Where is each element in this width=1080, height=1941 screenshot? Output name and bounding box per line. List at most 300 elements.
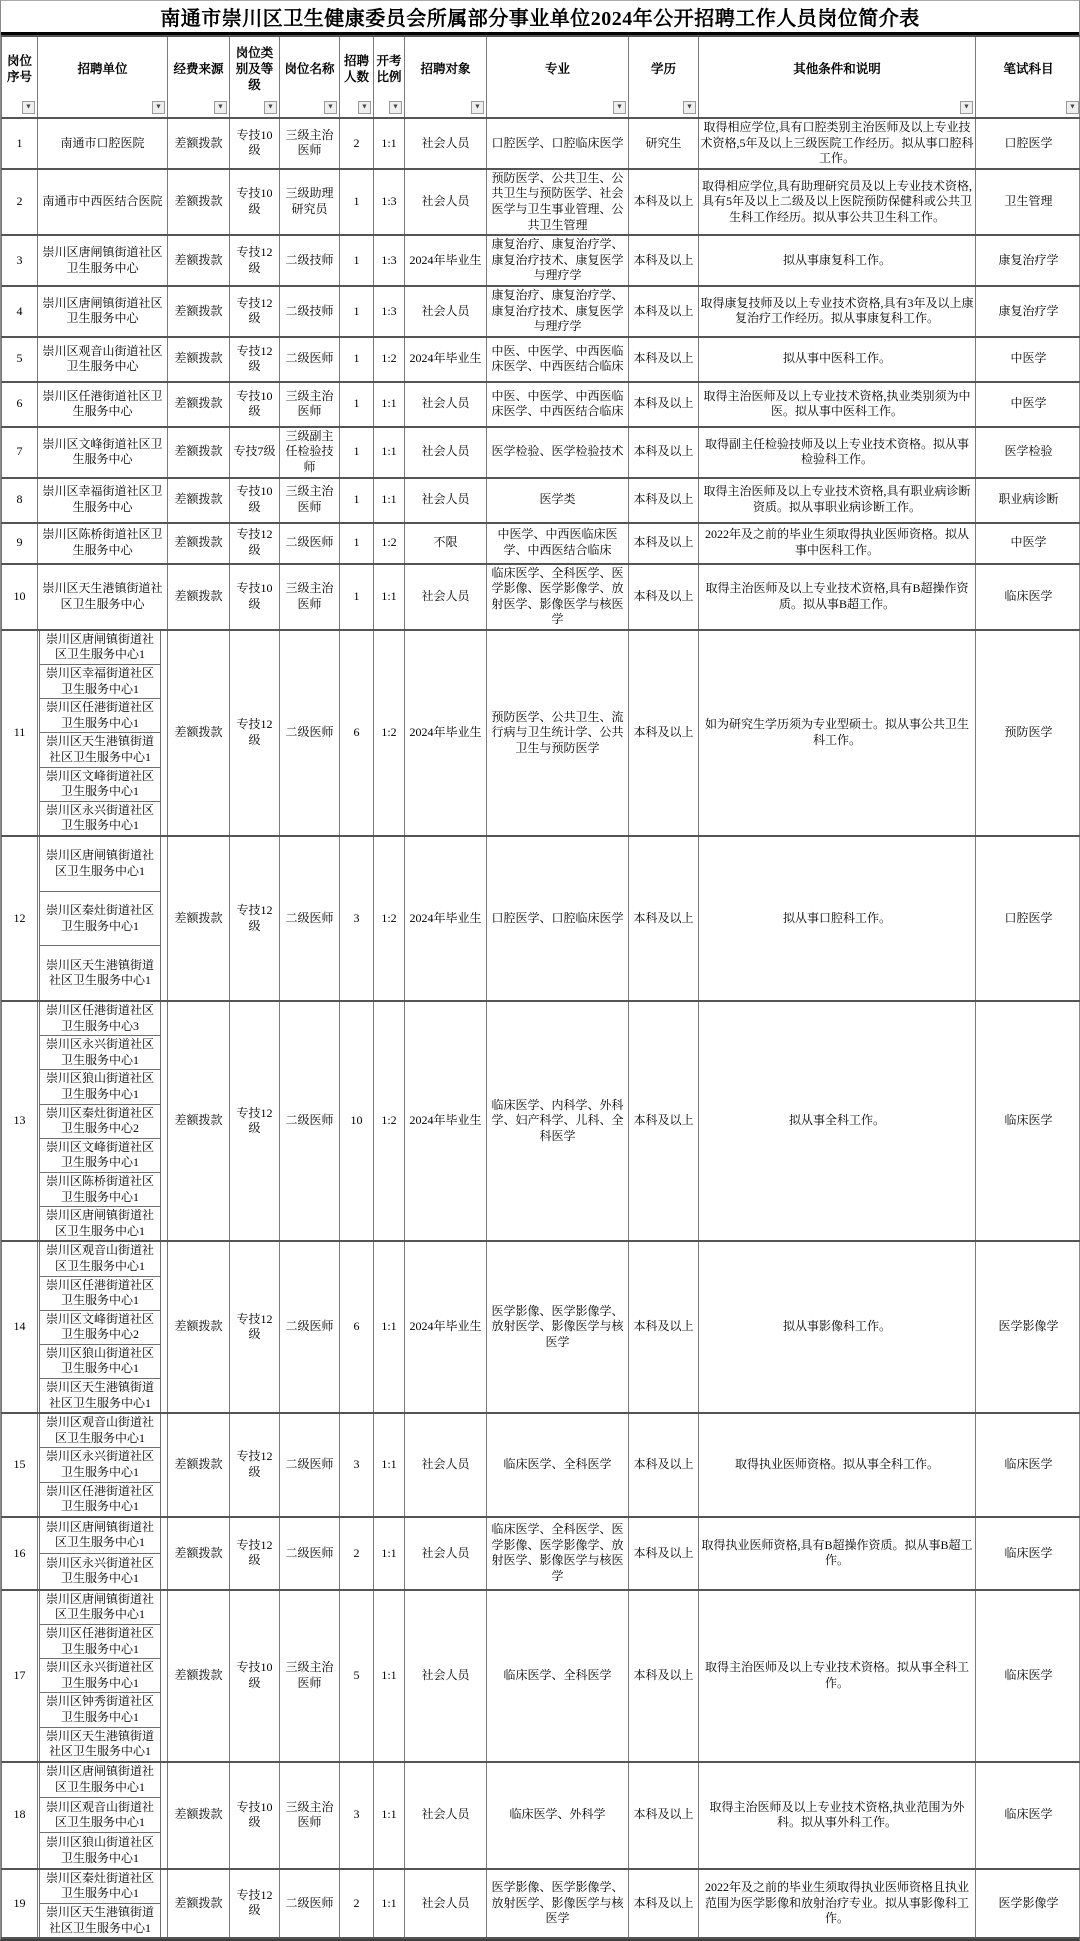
cell-other-conditions: 取得主治医师及以上专业技术资格,执业类别须为中医。拟从事中医科工作。 xyxy=(699,382,976,427)
cell-major: 临床医学、内科学、外科学、妇产科学、儿科、全科医学 xyxy=(487,1001,629,1241)
cell-headcount: 1 xyxy=(340,427,374,478)
column-header-label: 岗位类别及等级 xyxy=(236,46,274,93)
cell-exam-ratio: 1:1 xyxy=(374,382,405,427)
cell-exam-ratio: 1:1 xyxy=(374,1413,405,1517)
cell-funding-source: 差额拨款 xyxy=(168,235,230,286)
cell-major: 医学类 xyxy=(487,478,629,523)
cell-recruit-target: 社会人员 xyxy=(405,118,487,169)
cell-position-no: 18 xyxy=(2,1762,38,1869)
cell-recruiting-unit xyxy=(38,630,168,836)
cell-exam-ratio: 1:3 xyxy=(374,169,405,235)
cell-recruit-target: 社会人员 xyxy=(405,169,487,235)
unit-box: 崇川区永兴街道社区卫生服务中心1 xyxy=(39,1448,161,1482)
cell-position-category: 专技12级 xyxy=(230,1517,280,1590)
table-row xyxy=(2,1869,1080,1938)
cell-written-exam-subject: 医学检验 xyxy=(976,427,1080,478)
column-filter-button-written-exam-subject[interactable] xyxy=(1066,101,1079,114)
cell-headcount: 1 xyxy=(340,523,374,564)
cell-other-conditions: 2022年及之前的毕业生须取得执业医师资格。拟从事中医科工作。 xyxy=(699,523,976,564)
unit-box: 崇川区唐闸镇街道社区卫生服务中心1 xyxy=(39,1763,161,1798)
column-header-exam-ratio xyxy=(374,36,405,118)
cell-written-exam-subject: 康复治疗学 xyxy=(976,286,1080,337)
cell-position-no: 9 xyxy=(2,523,38,564)
cell-funding-source: 差额拨款 xyxy=(168,337,230,382)
column-header-label: 学历 xyxy=(651,62,676,76)
chevron-down-icon: ▼ xyxy=(361,104,368,111)
unit-box: 崇川区文峰街道社区卫生服务中心1 xyxy=(39,768,161,802)
column-filter-button-position-title[interactable] xyxy=(324,101,337,114)
cell-recruiting-unit: 崇川区陈桥街道社区卫生服务中心 xyxy=(38,523,168,564)
cell-headcount: 5 xyxy=(340,1590,374,1762)
column-filter-button-funding-source[interactable] xyxy=(214,101,227,114)
column-header-position-category xyxy=(230,36,280,118)
cell-headcount: 1 xyxy=(340,337,374,382)
cell-major: 预防医学、公共卫生、公共卫生与预防医学、社会医学与卫生事业管理、公共卫生管理 xyxy=(487,169,629,235)
unit-box-stack xyxy=(38,1518,167,1589)
cell-position-category: 专技10级 xyxy=(230,169,280,235)
cell-major: 临床医学、全科医学 xyxy=(487,1590,629,1762)
cell-position-no: 16 xyxy=(2,1517,38,1590)
cell-headcount: 1 xyxy=(340,286,374,337)
table-row xyxy=(2,1413,1080,1517)
cell-education: 本科及以上 xyxy=(629,169,699,235)
unit-box: 崇川区文峰街道社区卫生服务中心1 xyxy=(39,1139,161,1173)
cell-position-title: 二级医师 xyxy=(280,337,340,382)
cell-recruit-target: 2024年毕业生 xyxy=(405,337,487,382)
cell-education: 本科及以上 xyxy=(629,337,699,382)
cell-major: 康复治疗、康复治疗学、康复治疗技术、康复医学与理疗学 xyxy=(487,235,629,286)
unit-box: 崇川区唐闸镇街道社区卫生服务中心1 xyxy=(39,837,161,892)
cell-exam-ratio: 1:1 xyxy=(374,118,405,169)
cell-recruiting-unit: 崇川区唐闸镇街道社区卫生服务中心 xyxy=(38,235,168,286)
cell-exam-ratio: 1:2 xyxy=(374,1001,405,1241)
cell-education: 本科及以上 xyxy=(629,836,699,1001)
cell-written-exam-subject: 临床医学 xyxy=(976,1517,1080,1590)
cell-position-no: 17 xyxy=(2,1590,38,1762)
cell-recruit-target: 2024年毕业生 xyxy=(405,235,487,286)
chevron-down-icon: ▼ xyxy=(267,104,274,111)
cell-position-no: 3 xyxy=(2,235,38,286)
column-header-headcount xyxy=(340,36,374,118)
unit-box-stack xyxy=(38,631,167,835)
cell-other-conditions: 取得主治医师及以上专业技术资格,具有职业病诊断资质。拟从事职业病诊断工作。 xyxy=(699,478,976,523)
chevron-down-icon: ▼ xyxy=(616,104,623,111)
cell-position-no: 1 xyxy=(2,118,38,169)
cell-recruit-target: 社会人员 xyxy=(405,1517,487,1590)
unit-box: 崇川区秦灶街道社区卫生服务中心1 xyxy=(39,1870,161,1904)
cell-position-no: 10 xyxy=(2,564,38,630)
unit-box-stack xyxy=(38,1242,167,1412)
column-header-education xyxy=(629,36,699,118)
cell-headcount: 2 xyxy=(340,1869,374,1938)
column-header-label: 招聘单位 xyxy=(77,62,127,76)
cell-education: 本科及以上 xyxy=(629,523,699,564)
chevron-down-icon: ▼ xyxy=(963,104,970,111)
column-filter-button-headcount[interactable] xyxy=(358,101,371,114)
cell-position-title: 二级医师 xyxy=(280,1241,340,1413)
cell-headcount: 1 xyxy=(340,169,374,235)
chevron-down-icon: ▼ xyxy=(25,104,32,111)
cell-recruiting-unit xyxy=(38,1590,168,1762)
table-row xyxy=(2,382,1080,427)
cell-written-exam-subject: 中医学 xyxy=(976,382,1080,427)
cell-other-conditions: 拟从事中医科工作。 xyxy=(699,337,976,382)
chevron-down-icon: ▼ xyxy=(155,104,162,111)
cell-headcount: 2 xyxy=(340,1517,374,1590)
cell-recruiting-unit: 崇川区幸福街道社区卫生服务中心 xyxy=(38,478,168,523)
cell-position-no: 15 xyxy=(2,1413,38,1517)
unit-box: 崇川区任港街道社区卫生服务中心1 xyxy=(39,1483,161,1516)
cell-funding-source: 差额拨款 xyxy=(168,169,230,235)
cell-education: 本科及以上 xyxy=(629,427,699,478)
cell-education: 本科及以上 xyxy=(629,1241,699,1413)
cell-recruit-target: 社会人员 xyxy=(405,1590,487,1762)
table-row xyxy=(2,836,1080,1001)
unit-box-stack xyxy=(38,1414,167,1516)
column-header-label: 专业 xyxy=(545,62,570,76)
cell-exam-ratio: 1:3 xyxy=(374,235,405,286)
table-row xyxy=(2,1762,1080,1869)
column-header-label: 开考比例 xyxy=(376,54,401,84)
cell-position-category: 专技10级 xyxy=(230,1590,280,1762)
column-header-other-conditions xyxy=(699,36,976,118)
cell-recruiting-unit: 崇川区天生港镇街道社区卫生服务中心 xyxy=(38,564,168,630)
cell-position-title: 二级医师 xyxy=(280,1869,340,1938)
cell-other-conditions: 取得副主任检验技师及以上专业技术资格。拟从事检验科工作。 xyxy=(699,427,976,478)
cell-position-title: 三级主治医师 xyxy=(280,1590,340,1762)
column-header-funding-source xyxy=(168,36,230,118)
unit-box: 崇川区天生港镇街道社区卫生服务中心1 xyxy=(39,946,161,1000)
cell-position-title: 三级主治医师 xyxy=(280,118,340,169)
cell-position-no: 5 xyxy=(2,337,38,382)
cell-written-exam-subject: 临床医学 xyxy=(976,1762,1080,1869)
cell-position-category: 专技12级 xyxy=(230,630,280,836)
cell-funding-source: 差额拨款 xyxy=(168,523,230,564)
unit-box: 崇川区唐闸镇街道社区卫生服务中心1 xyxy=(39,1591,161,1625)
cell-funding-source: 差额拨款 xyxy=(168,630,230,836)
cell-funding-source: 差额拨款 xyxy=(168,286,230,337)
cell-other-conditions: 拟从事影像科工作。 xyxy=(699,1241,976,1413)
cell-education: 本科及以上 xyxy=(629,1590,699,1762)
cell-position-title: 二级医师 xyxy=(280,1001,340,1241)
column-filter-button-recruit-target[interactable] xyxy=(471,101,484,114)
cell-written-exam-subject: 医学影像学 xyxy=(976,1869,1080,1938)
cell-position-title: 二级医师 xyxy=(280,1413,340,1517)
unit-box: 崇川区永兴街道社区卫生服务中心1 xyxy=(39,1554,161,1589)
cell-other-conditions: 取得执业医师资格,具有B超操作资质。拟从事B超工作。 xyxy=(699,1517,976,1590)
unit-box: 崇川区永兴街道社区卫生服务中心1 xyxy=(39,802,161,835)
cell-funding-source: 差额拨款 xyxy=(168,1762,230,1869)
cell-funding-source: 差额拨款 xyxy=(168,1517,230,1590)
cell-major: 康复治疗、康复治疗学、康复治疗技术、康复医学与理疗学 xyxy=(487,286,629,337)
cell-position-title: 二级医师 xyxy=(280,836,340,1001)
column-filter-button-other-conditions[interactable] xyxy=(960,101,973,114)
cell-funding-source: 差额拨款 xyxy=(168,118,230,169)
cell-position-category: 专技12级 xyxy=(230,523,280,564)
cell-education: 本科及以上 xyxy=(629,235,699,286)
cell-recruit-target: 2024年毕业生 xyxy=(405,1241,487,1413)
cell-position-no: 6 xyxy=(2,382,38,427)
cell-other-conditions: 取得主治医师及以上专业技术资格,具有B超操作资质。拟从事B超工作。 xyxy=(699,564,976,630)
cell-recruiting-unit: 崇川区观音山街道社区卫生服务中心 xyxy=(38,337,168,382)
column-header-label: 笔试科目 xyxy=(1003,62,1053,76)
cell-position-category: 专技12级 xyxy=(230,1001,280,1241)
cell-education: 研究生 xyxy=(629,118,699,169)
unit-box-stack xyxy=(38,837,167,1000)
cell-position-no: 4 xyxy=(2,286,38,337)
cell-position-no: 2 xyxy=(2,169,38,235)
cell-exam-ratio: 1:2 xyxy=(374,523,405,564)
table-row xyxy=(2,1517,1080,1590)
unit-box: 崇川区天生港镇街道社区卫生服务中心1 xyxy=(39,1728,161,1761)
cell-written-exam-subject: 临床医学 xyxy=(976,1413,1080,1517)
cell-headcount: 1 xyxy=(340,564,374,630)
cell-exam-ratio: 1:1 xyxy=(374,1869,405,1938)
cell-education: 本科及以上 xyxy=(629,1001,699,1241)
cell-position-no: 8 xyxy=(2,478,38,523)
table-row xyxy=(2,523,1080,564)
cell-major: 医学影像、医学影像学、放射医学、影像医学与核医学 xyxy=(487,1241,629,1413)
table-row xyxy=(2,118,1080,169)
cell-position-title: 二级医师 xyxy=(280,1517,340,1590)
cell-other-conditions: 拟从事康复科工作。 xyxy=(699,235,976,286)
cell-exam-ratio: 1:2 xyxy=(374,337,405,382)
cell-recruiting-unit xyxy=(38,836,168,1001)
cell-education: 本科及以上 xyxy=(629,286,699,337)
cell-position-category: 专技10级 xyxy=(230,382,280,427)
cell-recruiting-unit: 南通市中西医结合医院 xyxy=(38,169,168,235)
table-row xyxy=(2,630,1080,836)
unit-box-stack xyxy=(38,1002,167,1240)
cell-written-exam-subject: 口腔医学 xyxy=(976,836,1080,1001)
cell-position-title: 三级主治医师 xyxy=(280,478,340,523)
unit-box: 崇川区永兴街道社区卫生服务中心1 xyxy=(39,1036,161,1070)
cell-recruit-target: 社会人员 xyxy=(405,478,487,523)
cell-position-title: 二级技师 xyxy=(280,235,340,286)
unit-box: 崇川区狼山街道社区卫生服务中心1 xyxy=(39,1345,161,1379)
column-header-label: 岗位序号 xyxy=(7,54,32,84)
cell-position-title: 二级医师 xyxy=(280,523,340,564)
cell-headcount: 3 xyxy=(340,836,374,1001)
chevron-down-icon: ▼ xyxy=(1069,104,1076,111)
cell-recruit-target: 社会人员 xyxy=(405,1762,487,1869)
column-header-position-no xyxy=(2,36,38,118)
unit-box-stack xyxy=(38,1870,167,1937)
cell-major: 中医、中医学、中西医临床医学、中西医结合临床 xyxy=(487,382,629,427)
cell-exam-ratio: 1:1 xyxy=(374,1590,405,1762)
chevron-down-icon: ▼ xyxy=(217,104,224,111)
unit-box: 崇川区永兴街道社区卫生服务中心1 xyxy=(39,1659,161,1693)
cell-position-title: 三级主治医师 xyxy=(280,1762,340,1869)
cell-major: 医学影像、医学影像学、放射医学、影像医学与核医学 xyxy=(487,1869,629,1938)
cell-other-conditions: 2022年及之前的毕业生须取得执业医师资格且执业范围为医学影像和放射治疗专业。拟从事影像科工作。 xyxy=(699,1869,976,1938)
chevron-down-icon: ▼ xyxy=(686,104,693,111)
cell-recruiting-unit xyxy=(38,1413,168,1517)
cell-position-category: 专技10级 xyxy=(230,1762,280,1869)
cell-recruiting-unit xyxy=(38,1517,168,1590)
cell-position-category: 专技10级 xyxy=(230,118,280,169)
table-row xyxy=(2,337,1080,382)
cell-written-exam-subject: 卫生管理 xyxy=(976,169,1080,235)
cell-position-category: 专技12级 xyxy=(230,1413,280,1517)
cell-recruiting-unit: 崇川区唐闸镇街道社区卫生服务中心 xyxy=(38,286,168,337)
column-header-recruiting-unit xyxy=(38,36,168,118)
cell-position-category: 专技12级 xyxy=(230,286,280,337)
cell-recruit-target: 社会人员 xyxy=(405,382,487,427)
unit-box: 崇川区狼山街道社区卫生服务中心1 xyxy=(39,1070,161,1104)
cell-education: 本科及以上 xyxy=(629,1762,699,1869)
column-header-major xyxy=(487,36,629,118)
unit-box: 崇川区天生港镇街道社区卫生服务中心1 xyxy=(39,1904,161,1937)
cell-major: 预防医学、公共卫生、流行病与卫生统计学、公共卫生与预防医学 xyxy=(487,630,629,836)
unit-box: 崇川区天生港镇街道社区卫生服务中心1 xyxy=(39,1379,161,1412)
column-header-label: 招聘人数 xyxy=(344,54,369,84)
cell-recruiting-unit xyxy=(38,1869,168,1938)
unit-box: 崇川区任港街道社区卫生服务中心1 xyxy=(39,1277,161,1311)
cell-funding-source: 差额拨款 xyxy=(168,1590,230,1762)
unit-box: 崇川区秦灶街道社区卫生服务中心2 xyxy=(39,1105,161,1139)
cell-position-title: 三级主治医师 xyxy=(280,564,340,630)
cell-recruiting-unit xyxy=(38,1001,168,1241)
cell-major: 口腔医学、口腔临床医学 xyxy=(487,836,629,1001)
page-title: 南通市崇川区卫生健康委员会所属部分事业单位2024年公开招聘工作人员岗位简介表 xyxy=(1,1,1079,35)
cell-other-conditions: 取得主治医师及以上专业技术资格,执业范围为外科。拟从事外科工作。 xyxy=(699,1762,976,1869)
cell-position-no: 14 xyxy=(2,1241,38,1413)
table-row xyxy=(2,564,1080,630)
unit-box: 崇川区观音山街道社区卫生服务中心1 xyxy=(39,1242,161,1276)
unit-box: 崇川区任港街道社区卫生服务中心1 xyxy=(39,699,161,733)
cell-position-category: 专技12级 xyxy=(230,1869,280,1938)
cell-funding-source: 差额拨款 xyxy=(168,564,230,630)
cell-headcount: 1 xyxy=(340,382,374,427)
column-header-label: 经费来源 xyxy=(173,62,223,76)
cell-headcount: 6 xyxy=(340,630,374,836)
cell-funding-source: 差额拨款 xyxy=(168,1241,230,1413)
cell-other-conditions: 拟从事全科工作。 xyxy=(699,1001,976,1241)
cell-position-no: 13 xyxy=(2,1001,38,1241)
column-filter-button-position-category[interactable] xyxy=(264,101,277,114)
cell-position-category: 专技10级 xyxy=(230,478,280,523)
cell-recruit-target: 社会人员 xyxy=(405,1413,487,1517)
cell-funding-source: 差额拨款 xyxy=(168,478,230,523)
cell-position-no: 11 xyxy=(2,630,38,836)
table-row xyxy=(2,427,1080,478)
cell-written-exam-subject: 医学影像学 xyxy=(976,1241,1080,1413)
unit-box: 崇川区幸福街道社区卫生服务中心1 xyxy=(39,665,161,699)
column-header-label: 招聘对象 xyxy=(420,62,470,76)
cell-education: 本科及以上 xyxy=(629,478,699,523)
column-filter-button-major[interactable] xyxy=(613,101,626,114)
cell-other-conditions: 取得主治医师及以上专业技术资格。拟从事全科工作。 xyxy=(699,1590,976,1762)
unit-box: 崇川区天生港镇街道社区卫生服务中心1 xyxy=(39,733,161,767)
cell-other-conditions: 如为研究生学历须为专业型硕士。拟从事公共卫生科工作。 xyxy=(699,630,976,836)
cell-exam-ratio: 1:2 xyxy=(374,630,405,836)
cell-position-no: 7 xyxy=(2,427,38,478)
cell-major: 临床医学、全科医学、医学影像、医学影像学、放射医学、影像医学与核医学 xyxy=(487,564,629,630)
unit-box: 崇川区狼山街道社区卫生服务中心1 xyxy=(39,1833,161,1867)
chevron-down-icon: ▼ xyxy=(392,104,399,111)
table-row xyxy=(2,235,1080,286)
column-filter-button-exam-ratio[interactable] xyxy=(389,101,402,114)
cell-position-category: 专技10级 xyxy=(230,564,280,630)
cell-position-title: 二级技师 xyxy=(280,286,340,337)
cell-funding-source: 差额拨款 xyxy=(168,836,230,1001)
cell-exam-ratio: 1:1 xyxy=(374,1241,405,1413)
cell-recruit-target: 社会人员 xyxy=(405,286,487,337)
chevron-down-icon: ▼ xyxy=(474,104,481,111)
cell-education: 本科及以上 xyxy=(629,564,699,630)
unit-box-stack xyxy=(38,1591,167,1761)
cell-headcount: 6 xyxy=(340,1241,374,1413)
table-row xyxy=(2,1590,1080,1762)
cell-headcount: 1 xyxy=(340,478,374,523)
cell-headcount: 3 xyxy=(340,1762,374,1869)
cell-position-no: 19 xyxy=(2,1869,38,1938)
unit-box: 崇川区任港街道社区卫生服务中心3 xyxy=(39,1002,161,1036)
column-header-recruit-target xyxy=(405,36,487,118)
job-positions-table xyxy=(1,35,1080,1939)
cell-written-exam-subject: 职业病诊断 xyxy=(976,478,1080,523)
cell-written-exam-subject: 预防医学 xyxy=(976,630,1080,836)
cell-position-title: 二级医师 xyxy=(280,630,340,836)
cell-recruit-target: 2024年毕业生 xyxy=(405,630,487,836)
cell-headcount: 3 xyxy=(340,1413,374,1517)
cell-written-exam-subject: 口腔医学 xyxy=(976,118,1080,169)
unit-box: 崇川区唐闸镇街道社区卫生服务中心1 xyxy=(39,1518,161,1554)
cell-funding-source: 差额拨款 xyxy=(168,1869,230,1938)
column-header-label: 其他条件和说明 xyxy=(793,62,881,76)
cell-funding-source: 差额拨款 xyxy=(168,1413,230,1517)
cell-written-exam-subject: 中医学 xyxy=(976,523,1080,564)
cell-education: 本科及以上 xyxy=(629,1869,699,1938)
cell-position-no: 12 xyxy=(2,836,38,1001)
cell-position-category: 专技12级 xyxy=(230,836,280,1001)
cell-exam-ratio: 1:1 xyxy=(374,1762,405,1869)
chevron-down-icon: ▼ xyxy=(327,104,334,111)
cell-education: 本科及以上 xyxy=(629,1517,699,1590)
column-filter-button-education[interactable] xyxy=(683,101,696,114)
column-filter-button-recruiting-unit[interactable] xyxy=(152,101,165,114)
unit-box: 崇川区任港街道社区卫生服务中心1 xyxy=(39,1625,161,1659)
cell-exam-ratio: 1:1 xyxy=(374,427,405,478)
cell-education: 本科及以上 xyxy=(629,630,699,836)
column-header-position-title xyxy=(280,36,340,118)
unit-box: 崇川区陈桥街道社区卫生服务中心1 xyxy=(39,1173,161,1207)
cell-written-exam-subject: 临床医学 xyxy=(976,564,1080,630)
cell-recruiting-unit: 崇川区文峰街道社区卫生服务中心 xyxy=(38,427,168,478)
cell-recruiting-unit: 崇川区任港街道社区卫生服务中心 xyxy=(38,382,168,427)
cell-funding-source: 差额拨款 xyxy=(168,1001,230,1241)
column-header-label: 岗位名称 xyxy=(284,62,334,76)
cell-recruiting-unit xyxy=(38,1241,168,1413)
cell-major: 临床医学、外科学 xyxy=(487,1762,629,1869)
cell-recruiting-unit: 南通市口腔医院 xyxy=(38,118,168,169)
cell-other-conditions: 取得相应学位,具有口腔类别主治医师及以上专业技术资格,5年及以上三级医院工作经历。拟从事口腔科工作。 xyxy=(699,118,976,169)
cell-exam-ratio: 1:1 xyxy=(374,478,405,523)
cell-major: 医学检验、医学检验技术 xyxy=(487,427,629,478)
unit-box: 崇川区钟秀街道社区卫生服务中心1 xyxy=(39,1693,161,1727)
cell-recruit-target: 不限 xyxy=(405,523,487,564)
cell-exam-ratio: 1:3 xyxy=(374,286,405,337)
cell-position-title: 三级助理研究员 xyxy=(280,169,340,235)
table-row xyxy=(2,286,1080,337)
column-filter-button-position-no[interactable] xyxy=(22,101,35,114)
cell-major: 临床医学、全科医学、医学影像、医学影像学、放射医学、影像医学与核医学 xyxy=(487,1517,629,1590)
unit-box: 崇川区秦灶街道社区卫生服务中心1 xyxy=(39,892,161,947)
cell-funding-source: 差额拨款 xyxy=(168,382,230,427)
cell-major: 中医、中医学、中西医临床医学、中西医结合临床 xyxy=(487,337,629,382)
cell-funding-source: 差额拨款 xyxy=(168,427,230,478)
